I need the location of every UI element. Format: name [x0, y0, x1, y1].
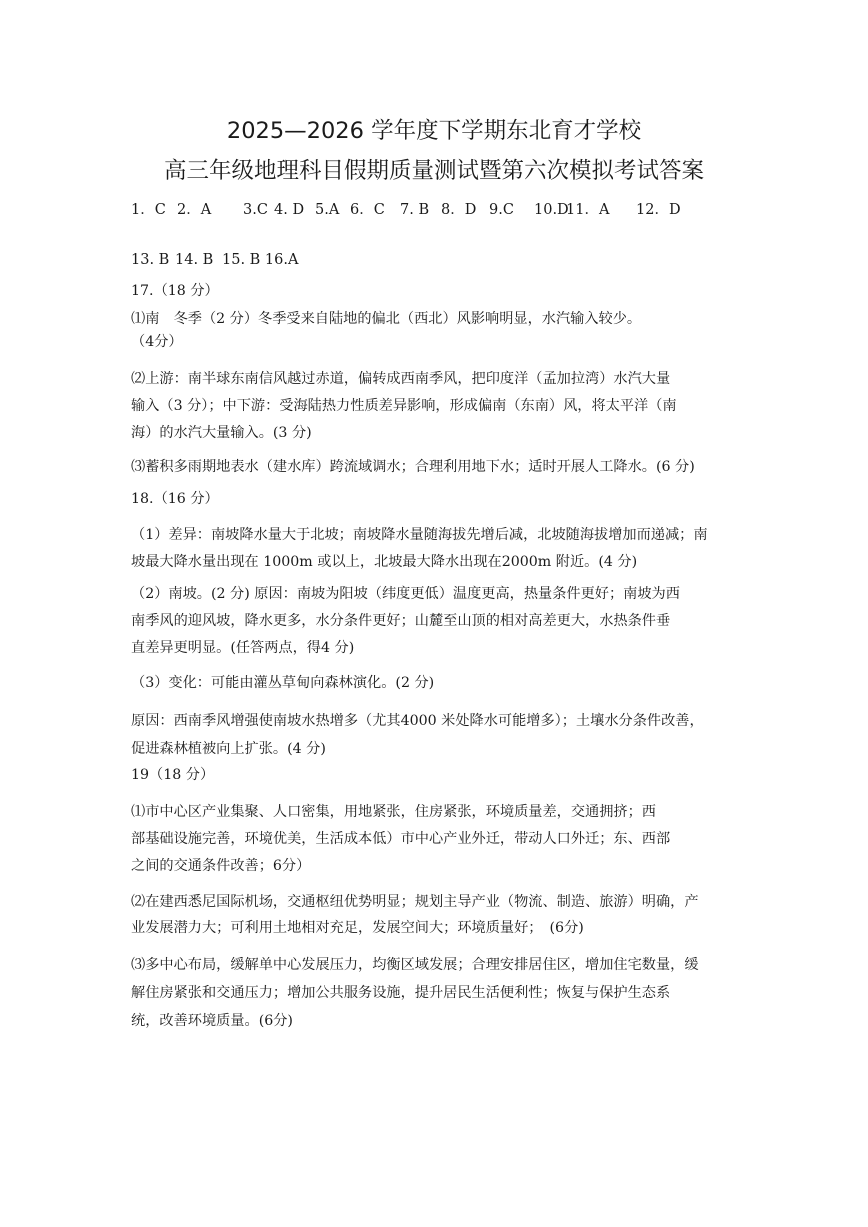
q18-text: 坡最大降水量出现在 1000m 或以上，北坡最大降水出现在2000m 附近。(4 分) [131, 554, 638, 570]
q17-text: ⑴南 冬季（2 分）冬季受来自陆地的偏北（西北）风影响明显，水汽输入较少。 [131, 311, 642, 327]
mc-answer: 14. B [175, 252, 214, 268]
q18-heading: 18.（16 分） [131, 491, 219, 507]
q19-heading: 19（18 分） [131, 767, 215, 783]
q19-text: 统，改善环境质量。(6分) [131, 1013, 293, 1029]
mc-answer: 3.C [243, 202, 268, 218]
mc-answer: 6．C [350, 202, 385, 218]
page-title-line2: 高三年级地理科目假期质量测试暨第六次模拟考试答案 [163, 158, 704, 184]
q19-text: ⑴市中心区产业集聚、人口密集，用地紧张，住房紧张，环境质量差，交通拥挤；西 [131, 804, 656, 820]
mc-answer: 13. B [131, 252, 170, 268]
q19-text: 业发展潜力大；可利用土地相对充足，发展空间大；环境质量好； (6分) [131, 920, 584, 936]
q17-text: （4分） [131, 334, 183, 350]
mc-answer: 8．D [441, 202, 477, 218]
q19-text: 之间的交通条件改善；6分） [131, 858, 311, 874]
q18-text: 南季风的迎风坡，降水更多，水分条件更好；山麓至山顶的相对高差更大，水热条件垂 [131, 613, 671, 629]
q17-text: 海）的水汽大量输入。(3 分) [131, 425, 312, 441]
mc-answer: 4. D [274, 202, 305, 218]
q18-text: 直差异更明显。(任答两点，得4 分) [131, 640, 355, 656]
q18-text: （1）差异：南坡降水量大于北坡；南坡降水量随海拔先增后减，北坡随海拔增加而递减；南 [131, 527, 708, 543]
mc-answer: 12．D [636, 202, 681, 218]
mc-answer: 5.A [315, 202, 340, 218]
page-title-line1: 2025—2026 学年度下学期东北育才学校 [226, 118, 642, 144]
mc-answer: 9.C [489, 202, 514, 218]
q18-text: （2）南坡。(2 分) 原因：南坡为阳坡（纬度更低）温度更高，热量条件更好；南坡为西 [131, 586, 680, 602]
q19-text: ⑵在建西悉尼国际机场，交通枢纽优势明显；规划主导产业（物流、制造、旅游）明确，产 [131, 894, 699, 910]
mc-answer: 2．A [177, 202, 212, 218]
mc-answer: 15. B 16.A [222, 252, 299, 268]
q19-text: ⑶多中心布局，缓解单中心发展压力，均衡区域发展；合理安排居住区，增加住宅数量，缓 [131, 957, 699, 973]
q18-text: （3）变化：可能由灌丛草甸向森林演化。(2 分) [131, 675, 435, 691]
mc-answer: 1．C [131, 202, 166, 218]
mc-answer: 10.D [534, 202, 569, 218]
q17-text: 输入（3 分）；中下游：受海陆热力性质差异影响，形成偏南（东南）风，将太平洋（南 [131, 398, 677, 414]
q18-text: 促进森林植被向上扩张。(4 分) [131, 741, 326, 757]
q17-text: ⑶蓄积多雨期地表水（建水库）跨流域调水；合理利用地下水；适时开展人工降水。(6 分) [131, 459, 695, 475]
mc-answer: 7. B [400, 202, 430, 218]
mc-answer: 11．A [566, 202, 610, 218]
q19-text: 部基础设施完善，环境优美，生活成本低）市中心产业外迁，带动人口外迁；东、西部 [131, 831, 671, 847]
q19-text: 解住房紧张和交通压力；增加公共服务设施，提升居民生活便利性；恢复与保护生态系 [131, 985, 671, 1001]
q18-text: 原因：西南季风增强使南坡水热增多（尤其4000 米处降水可能增多）；土壤水分条件改善， [131, 713, 704, 729]
q17-heading: 17.（18 分） [131, 283, 219, 299]
q17-text: ⑵上游：南半球东南信风越过赤道，偏转成西南季风，把印度洋（孟加拉湾）水汽大量 [131, 371, 671, 387]
